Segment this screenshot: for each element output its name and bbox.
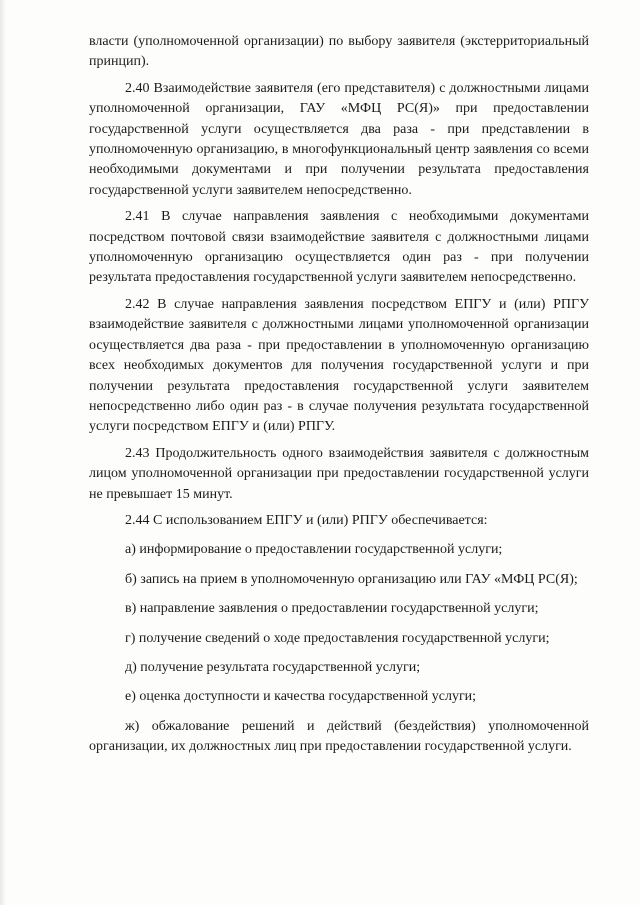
paragraph-2-44: 2.44 С использованием ЕПГУ и (или) РПГУ обеспечивается: bbox=[125, 512, 488, 528]
paragraph-continuation: власти (уполномоченной организации) по выбору заявителя (экстерриториальный принцип). bbox=[89, 34, 589, 70]
list-item-e: е) оценка доступности и качества государственной услуги; bbox=[125, 689, 477, 705]
list-item-zh: ж) обжалование решений и действий (бездействия) уполномоченной организации, их должностных лиц при предоставлении государственной услуги. bbox=[89, 718, 589, 755]
paragraph-2-40: 2.40 Взаимодействие заявителя (его представителя) с должностными лицами уполномоченной организации, ГАУ «МФЦ РС(Я)» при предоставлении государственной услуги осуществляется два раза - при представлении в уполномоченную организацию, в многофункциональный центр заявления со всеми необходимыми документами и при получении результата предоставления государственной услуги заявителем непосредственно. bbox=[89, 80, 589, 198]
list-item-a: а) информирование о предоставлении государственной услуги; bbox=[125, 542, 503, 558]
document-body bbox=[89, 32, 589, 767]
scan-edge-shadow bbox=[0, 0, 6, 905]
paragraph-2-43: 2.43 Продолжительность одного взаимодействия заявителя с должностным лицом уполномоченной организации при предоставлении государственной услуги не превышает 15 минут. bbox=[89, 445, 589, 502]
list-item-b: б) запись на прием в уполномоченную организацию или ГАУ «МФЦ РС(Я); bbox=[125, 571, 578, 587]
list-item-v: в) направление заявления о предоставлении государственной услуги; bbox=[125, 601, 539, 617]
list-item-d: д) получение результата государственной услуги; bbox=[125, 659, 421, 675]
paragraph-2-42: 2.42 В случае направления заявления посредством ЕПГУ и (или) РПГУ взаимодействие заявителя с должностными лицами уполномоченной организации осуществляется два раза - при предоставлении в уполномоченную организацию всех необходимых документов для получения государственной услуги и при получении результата предоставления государственной услуги заявителем непосредственно либо один раз - в случае получения результата государственной услуги посредством ЕПГУ и (или) РПГУ. bbox=[89, 296, 589, 435]
list-item-g: г) получение сведений о ходе предоставления государственной услуги; bbox=[125, 630, 550, 646]
paragraph-2-41: 2.41 В случае направления заявления с необходимыми документами посредством почтовой связи взаимодействие заявителя с должностными лицами уполномоченную организацию осуществляется один раз - при получении результата предоставления государственной услуги заявителем непосредственно. bbox=[89, 209, 589, 286]
